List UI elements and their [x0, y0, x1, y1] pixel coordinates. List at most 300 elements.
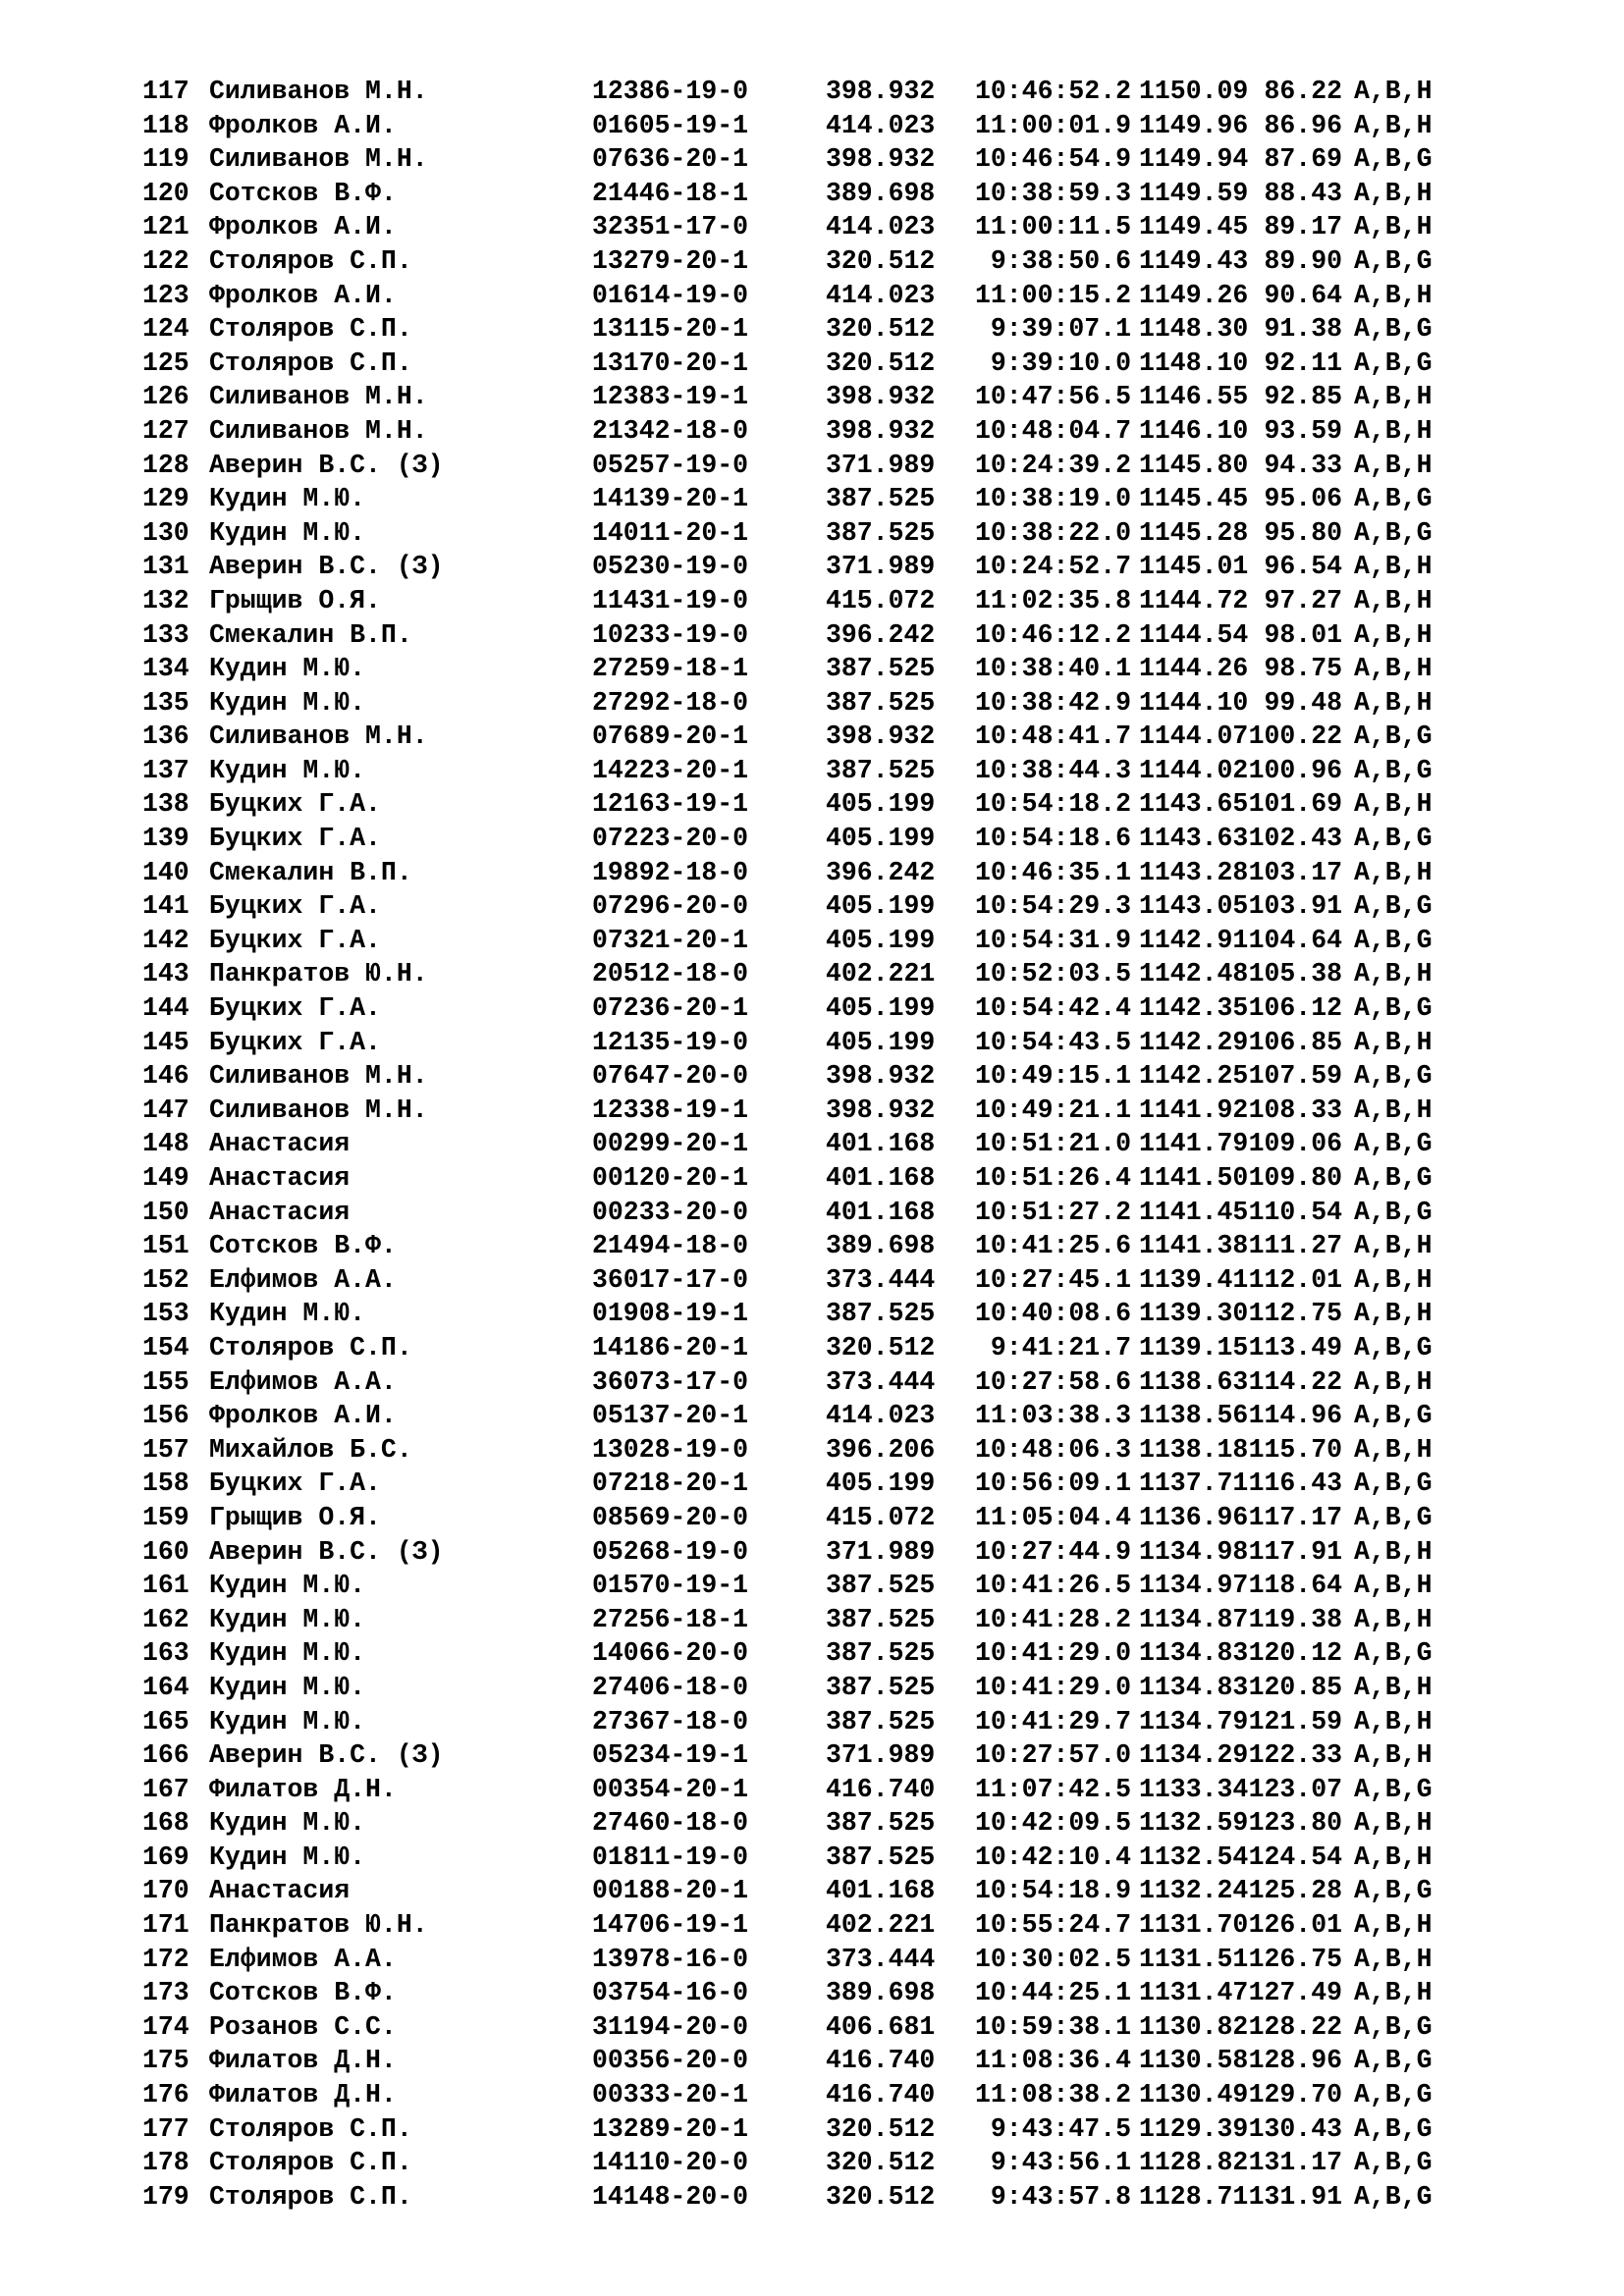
arrival-time: 10:54:31.9	[974, 925, 1131, 955]
classes: A,B,H	[1354, 1808, 1433, 1839]
classes: A,B,H	[1354, 687, 1433, 718]
classes: A,B,G	[1354, 517, 1433, 548]
points: 129.70	[1248, 2080, 1342, 2110]
table-row	[142, 754, 1452, 788]
distance: 373.444	[826, 1366, 936, 1397]
place-number: 157	[142, 1434, 189, 1465]
classes: A,B,G	[1354, 314, 1433, 345]
classes: A,B,G	[1354, 721, 1433, 752]
ring-number: 14148-20-0	[592, 2181, 749, 2212]
classes: A,B,H	[1354, 77, 1433, 106]
table-row	[142, 482, 1452, 516]
distance: 398.932	[826, 77, 936, 106]
points: 106.85	[1248, 1027, 1342, 1057]
points: 117.17	[1248, 1502, 1342, 1532]
owner-name: Столяров С.П.	[209, 347, 412, 378]
distance: 405.199	[826, 993, 936, 1024]
table-row	[142, 1026, 1452, 1060]
arrival-time: 10:38:59.3	[974, 178, 1131, 208]
speed: 1148.10	[1139, 347, 1249, 378]
place-number: 119	[142, 144, 189, 175]
place-number: 141	[142, 891, 189, 922]
place-number: 156	[142, 1401, 189, 1431]
owner-name: Столяров С.П.	[209, 245, 412, 276]
distance: 401.168	[826, 1129, 936, 1159]
ring-number: 05268-19-0	[592, 1536, 749, 1567]
table-row	[142, 1297, 1452, 1331]
classes: A,B,H	[1354, 619, 1433, 650]
owner-name: Силиванов М.Н.	[209, 77, 428, 106]
speed: 1145.01	[1139, 552, 1249, 582]
classes: A,B,H	[1354, 212, 1433, 242]
ring-number: 14139-20-1	[592, 484, 749, 514]
owner-name: Столяров С.П.	[209, 2113, 412, 2144]
place-number: 137	[142, 755, 189, 785]
owner-name: Кудин М.Ю.	[209, 1842, 366, 1872]
speed: 1149.45	[1139, 212, 1249, 242]
distance: 406.681	[826, 2011, 936, 2042]
place-number: 155	[142, 1366, 189, 1397]
classes: A,B,H	[1354, 585, 1433, 615]
distance: 371.989	[826, 1740, 936, 1771]
speed: 1130.82	[1139, 2011, 1249, 2042]
speed: 1145.28	[1139, 517, 1249, 548]
points: 109.80	[1248, 1163, 1342, 1193]
arrival-time: 10:44:25.1	[974, 1978, 1131, 2008]
classes: A,B,G	[1354, 2046, 1433, 2076]
distance: 416.740	[826, 2046, 936, 2076]
arrival-time: 10:38:40.1	[974, 654, 1131, 684]
classes: A,B,G	[1354, 891, 1433, 922]
owner-name: Буцких Г.А.	[209, 993, 381, 1024]
place-number: 131	[142, 552, 189, 582]
arrival-time: 11:08:38.2	[974, 2080, 1131, 2110]
arrival-time: 10:46:35.1	[974, 857, 1131, 887]
place-number: 176	[142, 2080, 189, 2110]
points: 111.27	[1248, 1231, 1342, 1261]
points: 117.91	[1248, 1536, 1342, 1567]
points: 95.80	[1264, 517, 1342, 548]
ring-number: 21494-18-0	[592, 1231, 749, 1261]
speed: 1132.24	[1139, 1876, 1249, 1906]
speed: 1131.70	[1139, 1910, 1249, 1941]
points: 92.85	[1264, 382, 1342, 412]
owner-name: Силиванов М.Н.	[209, 415, 428, 446]
owner-name: Кудин М.Ю.	[209, 687, 366, 718]
classes: A,B,H	[1354, 1366, 1433, 1397]
classes: A,B,G	[1354, 925, 1433, 955]
distance: 320.512	[826, 2113, 936, 2144]
ring-number: 36073-17-0	[592, 1366, 749, 1397]
ring-number: 19892-18-0	[592, 857, 749, 887]
ring-number: 20512-18-0	[592, 959, 749, 989]
table-row	[142, 550, 1452, 584]
distance: 387.525	[826, 484, 936, 514]
arrival-time: 10:38:22.0	[974, 517, 1131, 548]
owner-name: Силиванов М.Н.	[209, 1095, 428, 1125]
arrival-time: 11:00:15.2	[974, 280, 1131, 310]
place-number: 174	[142, 2011, 189, 2042]
points: 102.43	[1248, 824, 1342, 854]
ring-number: 21446-18-1	[592, 178, 749, 208]
place-number: 153	[142, 1299, 189, 1329]
place-number: 149	[142, 1163, 189, 1193]
classes: A,B,G	[1354, 1129, 1433, 1159]
classes: A,B,H	[1354, 1740, 1433, 1771]
place-number: 135	[142, 687, 189, 718]
distance: 387.525	[826, 1571, 936, 1601]
classes: A,B,H	[1354, 1231, 1433, 1261]
place-number: 170	[142, 1876, 189, 1906]
arrival-time: 11:07:42.5	[974, 1774, 1131, 1804]
table-row	[142, 822, 1452, 856]
arrival-time: 10:49:15.1	[974, 1061, 1131, 1092]
arrival-time: 10:38:44.3	[974, 755, 1131, 785]
arrival-time: 10:27:57.0	[974, 1740, 1131, 1771]
points: 130.43	[1248, 2113, 1342, 2144]
arrival-time: 9:39:10.0	[990, 347, 1131, 378]
owner-name: Фролков А.И.	[209, 212, 397, 242]
distance: 396.242	[826, 619, 936, 650]
table-row	[142, 1399, 1452, 1433]
arrival-time: 10:54:18.9	[974, 1876, 1131, 1906]
classes: A,B,G	[1354, 2011, 1433, 2042]
arrival-time: 10:38:19.0	[974, 484, 1131, 514]
speed: 1128.71	[1139, 2181, 1249, 2212]
arrival-time: 10:48:41.7	[974, 721, 1131, 752]
arrival-time: 10:27:45.1	[974, 1264, 1131, 1295]
place-number: 163	[142, 1638, 189, 1669]
points: 100.22	[1248, 721, 1342, 752]
distance: 414.023	[826, 280, 936, 310]
place-number: 134	[142, 654, 189, 684]
classes: A,B,G	[1354, 2080, 1433, 2110]
points: 118.64	[1248, 1571, 1342, 1601]
place-number: 146	[142, 1061, 189, 1092]
arrival-time: 9:39:07.1	[990, 314, 1131, 345]
owner-name: Фролков А.И.	[209, 110, 397, 140]
table-row	[142, 584, 1452, 618]
ring-number: 07689-20-1	[592, 721, 749, 752]
speed: 1137.71	[1139, 1468, 1249, 1499]
table-row	[142, 1229, 1452, 1263]
arrival-time: 11:00:01.9	[974, 110, 1131, 140]
table-row	[142, 2112, 1452, 2147]
classes: A,B,H	[1354, 178, 1433, 208]
arrival-time: 10:54:42.4	[974, 993, 1131, 1024]
speed: 1134.98	[1139, 1536, 1249, 1567]
distance: 387.525	[826, 517, 936, 548]
place-number: 125	[142, 347, 189, 378]
distance: 405.199	[826, 824, 936, 854]
ring-number: 14066-20-0	[592, 1638, 749, 1669]
distance: 414.023	[826, 110, 936, 140]
place-number: 179	[142, 2181, 189, 2212]
ring-number: 14186-20-1	[592, 1332, 749, 1362]
classes: A,B,H	[1354, 1027, 1433, 1057]
classes: A,B,H	[1354, 1706, 1433, 1736]
table-row	[142, 210, 1452, 244]
speed: 1142.25	[1139, 1061, 1249, 1092]
classes: A,B,G	[1354, 484, 1433, 514]
table-row	[142, 2044, 1452, 2078]
arrival-time: 9:43:56.1	[990, 2148, 1131, 2178]
speed: 1144.10	[1139, 687, 1249, 718]
points: 126.75	[1248, 1944, 1342, 1974]
ring-number: 13028-19-0	[592, 1434, 749, 1465]
table-row	[142, 312, 1452, 347]
classes: A,B,G	[1354, 245, 1433, 276]
place-number: 148	[142, 1129, 189, 1159]
owner-name: Кудин М.Ю.	[209, 484, 366, 514]
speed: 1134.83	[1139, 1672, 1249, 1702]
place-number: 175	[142, 2046, 189, 2076]
table-row	[142, 414, 1452, 449]
points: 131.91	[1248, 2181, 1342, 2212]
points: 101.69	[1248, 789, 1342, 820]
distance: 371.989	[826, 552, 936, 582]
ring-number: 13115-20-1	[592, 314, 749, 345]
distance: 389.698	[826, 178, 936, 208]
place-number: 164	[142, 1672, 189, 1702]
speed: 1132.59	[1139, 1808, 1249, 1839]
points: 123.80	[1248, 1808, 1342, 1839]
classes: A,B,H	[1354, 382, 1433, 412]
distance: 401.168	[826, 1876, 936, 1906]
ring-number: 07223-20-0	[592, 824, 749, 854]
arrival-time: 11:05:04.4	[974, 1502, 1131, 1532]
owner-name: Буцких Г.А.	[209, 925, 381, 955]
table-row	[142, 380, 1452, 414]
points: 122.33	[1248, 1740, 1342, 1771]
ring-number: 07321-20-1	[592, 925, 749, 955]
arrival-time: 10:48:06.3	[974, 1434, 1131, 1465]
table-row	[142, 1094, 1452, 1128]
arrival-time: 10:38:42.9	[974, 687, 1131, 718]
results-table	[142, 75, 1452, 2214]
points: 114.22	[1248, 1366, 1342, 1397]
ring-number: 01811-19-0	[592, 1842, 749, 1872]
speed: 1145.80	[1139, 450, 1249, 480]
arrival-time: 10:49:21.1	[974, 1095, 1131, 1125]
arrival-time: 9:38:50.6	[990, 245, 1131, 276]
owner-name: Смекалин В.П.	[209, 619, 412, 650]
points: 99.48	[1264, 687, 1342, 718]
arrival-time: 11:00:11.5	[974, 212, 1131, 242]
distance: 398.932	[826, 1095, 936, 1125]
speed: 1141.38	[1139, 1231, 1249, 1261]
points: 88.43	[1264, 178, 1342, 208]
speed: 1141.92	[1139, 1095, 1249, 1125]
speed: 1142.35	[1139, 993, 1249, 1024]
classes: A,B,G	[1354, 824, 1433, 854]
table-row	[142, 720, 1452, 754]
ring-number: 05230-19-0	[592, 552, 749, 582]
distance: 401.168	[826, 1163, 936, 1193]
ring-number: 27292-18-0	[592, 687, 749, 718]
distance: 320.512	[826, 314, 936, 345]
table-row	[142, 787, 1452, 822]
points: 93.59	[1264, 415, 1342, 446]
ring-number: 00356-20-0	[592, 2046, 749, 2076]
ring-number: 07236-20-1	[592, 993, 749, 1024]
owner-name: Аверин В.С. (З)	[209, 1740, 444, 1771]
classes: A,B,H	[1354, 1604, 1433, 1634]
table-row	[142, 1841, 1452, 1875]
arrival-time: 10:42:10.4	[974, 1842, 1131, 1872]
arrival-time: 10:59:38.1	[974, 2011, 1131, 2042]
classes: A,B,G	[1354, 1061, 1433, 1092]
speed: 1144.02	[1139, 755, 1249, 785]
speed: 1149.26	[1139, 280, 1249, 310]
arrival-time: 10:24:39.2	[974, 450, 1131, 480]
distance: 387.525	[826, 1638, 936, 1669]
owner-name: Грыщив О.Я.	[209, 585, 381, 615]
distance: 405.199	[826, 925, 936, 955]
distance: 415.072	[826, 1502, 936, 1532]
speed: 1142.48	[1139, 959, 1249, 989]
points: 125.28	[1248, 1876, 1342, 1906]
arrival-time: 10:52:03.5	[974, 959, 1131, 989]
place-number: 130	[142, 517, 189, 548]
ring-number: 00120-20-1	[592, 1163, 749, 1193]
distance: 414.023	[826, 212, 936, 242]
points: 120.12	[1248, 1638, 1342, 1669]
owner-name: Столяров С.П.	[209, 314, 412, 345]
distance: 387.525	[826, 1842, 936, 1872]
place-number: 142	[142, 925, 189, 955]
owner-name: Буцких Г.А.	[209, 789, 381, 820]
speed: 1144.26	[1139, 654, 1249, 684]
classes: A,B,H	[1354, 1536, 1433, 1567]
classes: A,B,H	[1354, 552, 1433, 582]
place-number: 172	[142, 1944, 189, 1974]
ring-number: 21342-18-0	[592, 415, 749, 446]
table-row	[142, 2146, 1452, 2180]
owner-name: Фролков А.И.	[209, 280, 397, 310]
ring-number: 13279-20-1	[592, 245, 749, 276]
points: 120.85	[1248, 1672, 1342, 1702]
ring-number: 00233-20-0	[592, 1197, 749, 1227]
classes: A,B,G	[1354, 347, 1433, 378]
distance: 414.023	[826, 1401, 936, 1431]
speed: 1142.91	[1139, 925, 1249, 955]
owner-name: Филатов Д.Н.	[209, 2046, 397, 2076]
ring-number: 05257-19-0	[592, 450, 749, 480]
owner-name: Аверин В.С. (З)	[209, 1536, 444, 1567]
owner-name: Филатов Д.Н.	[209, 1774, 397, 1804]
classes: A,B,G	[1354, 1876, 1433, 1906]
owner-name: Буцких Г.А.	[209, 1468, 381, 1499]
arrival-time: 10:27:58.6	[974, 1366, 1131, 1397]
place-number: 169	[142, 1842, 189, 1872]
points: 100.96	[1248, 755, 1342, 785]
ring-number: 13170-20-1	[592, 347, 749, 378]
table-row	[142, 1603, 1452, 1637]
arrival-time: 10:42:09.5	[974, 1808, 1131, 1839]
ring-number: 05234-19-1	[592, 1740, 749, 1771]
table-row	[142, 1908, 1452, 1943]
place-number: 161	[142, 1571, 189, 1601]
ring-number: 01614-19-0	[592, 280, 749, 310]
owner-name: Анастасия	[209, 1163, 351, 1193]
owner-name: Елфимов А.А.	[209, 1944, 397, 1974]
table-row	[142, 1467, 1452, 1501]
speed: 1142.29	[1139, 1027, 1249, 1057]
distance: 402.221	[826, 959, 936, 989]
speed: 1149.94	[1139, 144, 1249, 175]
arrival-time: 11:08:36.4	[974, 2046, 1131, 2076]
place-number: 127	[142, 415, 189, 446]
arrival-time: 10:41:29.0	[974, 1672, 1131, 1702]
table-row	[142, 856, 1452, 890]
classes: A,B,H	[1354, 1978, 1433, 2008]
speed: 1144.72	[1139, 585, 1249, 615]
place-number: 121	[142, 212, 189, 242]
owner-name: Елфимов А.А.	[209, 1264, 397, 1295]
speed: 1145.45	[1139, 484, 1249, 514]
table-row	[142, 1943, 1452, 1977]
arrival-time: 10:41:29.0	[974, 1638, 1131, 1669]
classes: A,B,H	[1354, 1842, 1433, 1872]
distance: 398.932	[826, 721, 936, 752]
speed: 1143.65	[1139, 789, 1249, 820]
table-row	[142, 924, 1452, 958]
ring-number: 27460-18-0	[592, 1808, 749, 1839]
speed: 1149.59	[1139, 178, 1249, 208]
speed: 1143.05	[1139, 891, 1249, 922]
distance: 396.206	[826, 1434, 936, 1465]
owner-name: Сотсков В.Ф.	[209, 178, 397, 208]
owner-name: Анастасия	[209, 1876, 351, 1906]
table-row	[142, 618, 1452, 653]
classes: A,B,H	[1354, 1944, 1433, 1974]
distance: 405.199	[826, 1468, 936, 1499]
classes: A,B,H	[1354, 959, 1433, 989]
distance: 401.168	[826, 1197, 936, 1227]
ring-number: 27406-18-0	[592, 1672, 749, 1702]
speed: 1150.09	[1139, 77, 1249, 106]
table-row	[142, 991, 1452, 1026]
classes: A,B,H	[1354, 415, 1433, 446]
arrival-time: 11:03:38.3	[974, 1401, 1131, 1431]
speed: 1139.41	[1139, 1264, 1249, 1295]
speed: 1138.18	[1139, 1434, 1249, 1465]
points: 128.96	[1248, 2046, 1342, 2076]
place-number: 177	[142, 2113, 189, 2144]
distance: 387.525	[826, 1299, 936, 1329]
table-row	[142, 1365, 1452, 1400]
speed: 1146.55	[1139, 382, 1249, 412]
classes: A,B,G	[1354, 2148, 1433, 2178]
ring-number: 14223-20-1	[592, 755, 749, 785]
classes: A,B,G	[1354, 993, 1433, 1024]
points: 131.17	[1248, 2148, 1342, 2178]
table-row	[142, 75, 1452, 109]
arrival-time: 10:41:29.7	[974, 1706, 1131, 1736]
speed: 1141.50	[1139, 1163, 1249, 1193]
speed: 1134.97	[1139, 1571, 1249, 1601]
points: 97.27	[1264, 585, 1342, 615]
place-number: 178	[142, 2148, 189, 2178]
ring-number: 00354-20-1	[592, 1774, 749, 1804]
classes: A,B,G	[1354, 1638, 1433, 1669]
ring-number: 05137-20-1	[592, 1401, 749, 1431]
classes: A,B,G	[1354, 2181, 1433, 2212]
arrival-time: 10:24:52.7	[974, 552, 1131, 582]
place-number: 173	[142, 1978, 189, 2008]
points: 98.75	[1264, 654, 1342, 684]
